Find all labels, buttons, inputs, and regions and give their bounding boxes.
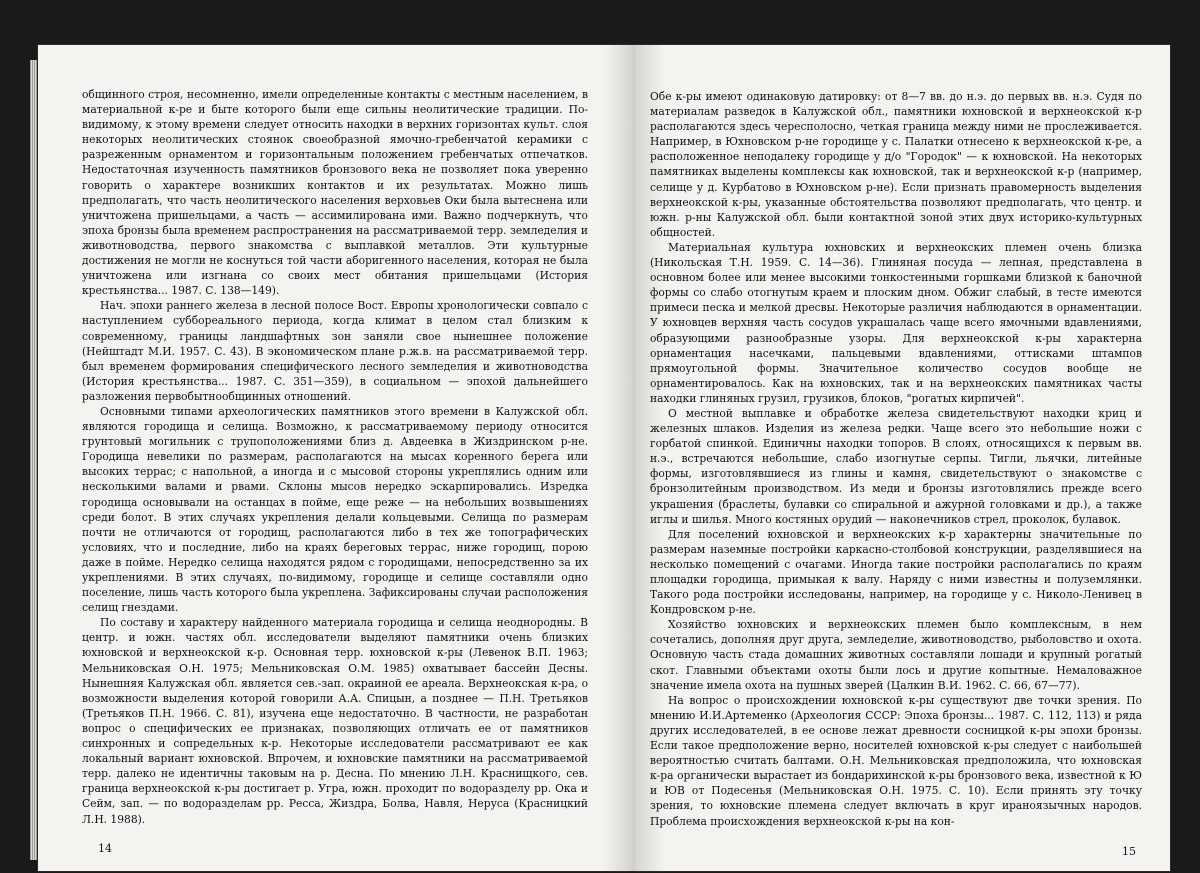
- paragraph: На вопрос о происхождении юхновской к-ры существуют две точки зрения. По мнению И.И.Артеменко (Археология СССР: Эпоха бронзы... 1987. С. 112, 113) и ряда других исследователей, в ее основе лежат древности сосницкой к-ры эпохи бронзы. Если такое предположение верно, носителей юхновской к-ры следует с наибольшей вероятностью считать балтами. О.Н. Мельниковская предположила, что юхновская к-ра органически вырастает из бондарихинской к-ры бронзового века, известной к Ю и ЮВ от Подесенья (Мельниковская О.Н. 1975. С. 10). Если принять эту точку зрения, то юхновские племена следует включать в круг ираноязычных народов. Проблема происхождения верхнеокской к-ры на кон-: [650, 693, 1142, 828]
- right-page: [650, 89, 1142, 829]
- paragraph: Основными типами археологических памятников этого времени в Калужской обл. являются городища и селища. Возможно, к рассматриваемому периоду относится грунтовый могильник с трупоположениями близ д. Авдеевка в Жиздринском р-не. Городища невелики по размерам, располагаются на мысах коренного берега или высоких террас; с напольной, а иногда и с мысовой стороны укреплялись одним или несколькими валами и рвами. Склоны мысов нередко эскарпировались. Изредка городища основывали на останцах в пойме, еще реже — на небольших возвышениях среди болот. В этих случаях укрепления делали кольцевыми. Селища по размерам почти не отличаются от городищ, располагаются либо в тех же топографических условиях, что и последние, либо на краях береговых террас, ниже городищ, порою даже в пойме. Нередко селища находятся рядом с городищами, непосредственно за их укреплениями. В этих случаях, по-видимому, городище и селище составляли одно поселение, лишь часть которого была укреплена. Зафиксированы случаи расположения селищ гнездами.: [82, 404, 588, 615]
- paragraph: общинного строя, несомненно, имели определенные контакты с местным населением, в материальной к-ре и быте которого были еще сильны неолитические традиции. По-видимому, к этому времени следует относить находки в верхних горизонтах культ. слоя некоторых неолитических стоянок своеобразной ямочно-гребенчатой керамики с разреженным орнаментом и горизонтальным положением гребенчатых отпечатков. Недостаточная изученность памятников бронзового века не позволяет пока уверенно говорить о характере возникших контактов и их результатах. Можно лишь предполагать, что часть неолитического населения верховьев Оки была вытеснена или уничтожена пришельцами, а часть — ассимилирована ими. Важно подчеркнуть, что эпоха бронзы была временем распространения на рассматриваемой терр. земледелия и животноводства, первого знакомства с выплавкой металлов. Эти культурные достижения не могли не коснуться той части аборигенного населения, которая не была уничтожена или изгнана со своих мест обитания пришельцами (История крестьянства... 1987. С. 138—149).: [82, 88, 588, 298]
- paragraph: Материальная культура юхновских и верхнеокских племен очень близка (Никольская Т.Н. 1959. С. 14—36). Глиняная посуда — лепная, представлена в основном более или менее высокими тонкостенными горшками близкой к баночной формы со слабо отогнутым краем и плоским дном. Обжиг слабый, в тесте имеются примеси песка и мелкой дресвы. Некоторые различия наблюдаются в орнаментации. У юхновцев верхняя часть сосудов украшалась чаще всего ямочными вдавлениями, образующими разнообразные узоры. Для верхнеокской к-ры характерна орнаментация насечками, пальцевыми вдавлениями, оттисками штампов прямоугольной формы. Значительное количество сосудов вообще не орнаментировалось. Как на юхновских, так и на верхнеокских памятниках часты находки глиняных грузил, грузиков, блоков, "рогатых кирпичей".: [650, 240, 1142, 405]
- book-spread: [38, 45, 1170, 871]
- paragraph: О местной выплавке и обработке железа свидетельствуют находки криц и железных шлаков. Изделия из железа редки. Чаще всего это небольшие ножи с горбатой спинкой. Единичны находки топоров. В слоях, относящихся к первым вв. н.э., встречаются небольшие, слабо изогнутые серпы. Тигли, льячки, литейные формы, изготовлявшиеся из глины и камня, свидетельствуют о знакомстве с бронзолитейным производством. Из меди и бронзы изготовлялись прежде всего украшения (браслеты, булавки со спиральной и ажурной головками и др.), а также иглы и шилья. Много костяных орудий — наконечников стрел, проколок, булавок.: [650, 406, 1142, 526]
- paragraph: Обе к-ры имеют одинаковую датировку: от 8—7 вв. до н.э. до первых вв. н.э. Судя по материалам разведок в Калужской обл., памятники юхновской и верхнеокской к-р располагаются здесь чересполосно, четкая граница между ними не прослеживается. Например, в Юхновском р-не городище у с. Палатки отнесено к верхнеокской к-ре, а расположенное неподалеку городище у д/о "Городок" — к юхновской. На некоторых памятниках выделены комплексы как юхновской, так и верхнеокской к-р (например, селище у д. Курбатово в Юхновском р-не). Если признать правомерность выделения верхнеокской к-ры, указанные обстоятельства позволяют предполагать, что центр. и южн. р-ны Калужской обл. были контактной зоной этих двух историко-культурных общностей.: [650, 90, 1142, 239]
- paragraph: По составу и характеру найденного материала городища и селища неоднородны. В центр. и южн. частях обл. исследователи выделяют памятники очень близких юхновской и верхнеокской к-р. Основная терр. юхновской к-ры (Левенок В.П. 1963; Мельниковская О.Н. 1975; Мельниковская О.М. 1985) охватывает бассейн Десны. Нынешняя Калужская обл. является сев.-зап. окраиной ее ареала. Верхнеокская к-ра, о возможности выделения которой говорили А.А. Спицын, а позднее — П.Н. Третьяков (Третьяков П.Н. 1966. С. 81), изучена еще недостаточно. В частности, не разработан вопрос о специфических ее признаках, позволяющих отличать ее от памятников синхронных и сопредельных к-р. Некоторые исследователи рассматривают ее как локальный вариант юхновской. Впрочем, и юхновские памятники на рассматриваемой терр. далеко не идентичны таковым на р. Десна. По мнению Л.Н. Краснищкого, сев. граница верхнеокской к-ры достигает р. Угра, южн. проходит по водоразделу рр. Ока и Сейм, зап. — по водоразделам рр. Ресса, Жиздра, Болва, Навля, Неруса (Красницкий Л.Н. 1988).: [82, 616, 588, 826]
- page-number-right: 15: [1122, 845, 1136, 858]
- page-number-left: 14: [98, 842, 112, 855]
- paragraph: Для поселений юхновской и верхнеокских к-р характерны значительные по размерам наземные постройки каркасно-столбовой конструкции, разделявшиеся на несколько помещений с очагами. Иногда такие постройки располагались по краям площадки городища, примыкая к валу. Наряду с ними известны и полуземлянки. Такого рода постройки исследованы, например, на городище у с. Николо-Ленивец в Кондровском р-не.: [650, 527, 1142, 617]
- paragraph: Хозяйство юхновских и верхнеокских племен было комплексным, в нем сочетались, дополняя друг друга, земледелие, животноводство, рыболовство и охота. Основную часть стада домашних животных составляли лошади и крупный рогатый скот. Главными объектами охоты были лось и другие копытные. Немаловажное значение имела охота на пушных зверей (Цалкин В.И. 1962. С. 66, 67—77).: [650, 618, 1142, 692]
- left-page: [82, 87, 588, 827]
- paragraph: Нач. эпохи раннего железа в лесной полосе Вост. Европы хронологически совпало с наступлением суббореального периода, когда климат в целом стал близким к современному, границы ландшафтных зон заняли свое нынешнее положение (Нейштадт М.И. 1957. С. 43). В экономическом плане р.ж.в. на рассматриваемой терр. был временем формирования специфического лесного земледелия и животноводства (История крестьянства... 1987. С. 351—359), в социальном — эпохой дальнейшего разложения первобытнообщинных отношений.: [82, 299, 588, 403]
